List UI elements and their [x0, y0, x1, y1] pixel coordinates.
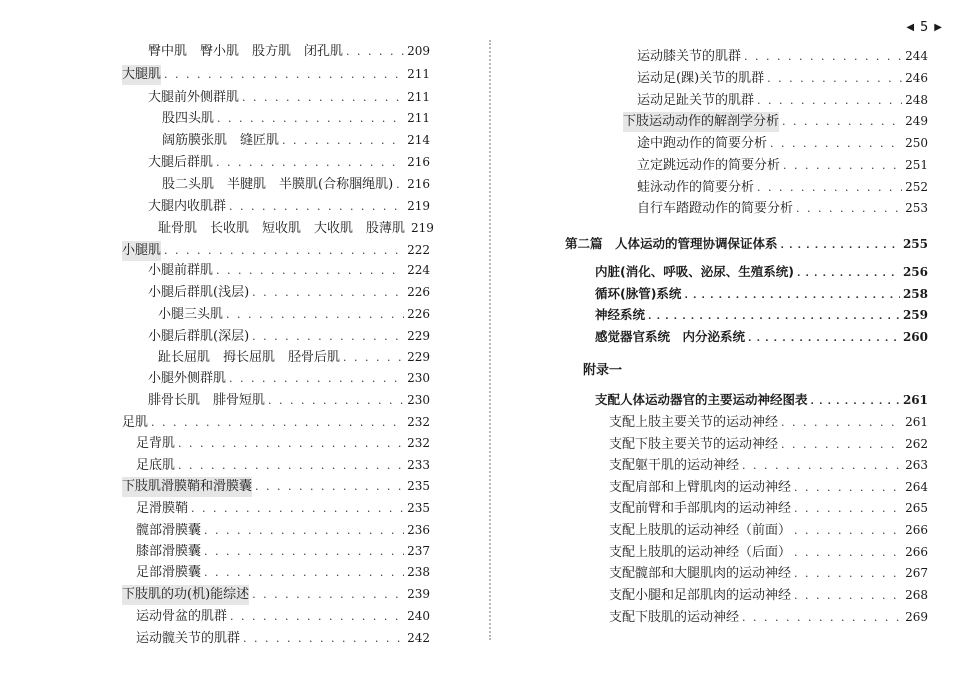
toc-entry-title: 运动足趾关节的肌群 — [637, 93, 755, 108]
toc-entry-title: 小腿肌 — [122, 241, 161, 261]
toc-entry-page: 261 — [905, 415, 928, 429]
toc-entry[interactable] — [637, 68, 928, 88]
dot-leader — [770, 134, 902, 154]
toc-entry[interactable] — [565, 234, 928, 254]
toc-entry-title: 运动膝关节的肌群 — [637, 49, 742, 64]
toc-entry-title: 支配肩部和上臂肌肉的运动神经 — [609, 480, 792, 495]
dot-leader — [748, 329, 900, 349]
toc-entry-title: 自行车踏蹬动作的简要分析 — [637, 201, 794, 216]
toc-entry-title: 耻骨肌 长收肌 短收肌 大收肌 股薄肌 — [158, 221, 406, 236]
dot-leader — [794, 564, 902, 584]
toc-entry-page: 267 — [905, 566, 928, 580]
toc-entry-title: 大腿后群肌 — [148, 155, 214, 170]
toc-entry[interactable] — [122, 240, 430, 260]
toc-entry[interactable] — [122, 64, 430, 84]
dot-leader — [204, 563, 404, 583]
toc-entry[interactable] — [122, 584, 430, 604]
dot-leader — [164, 241, 404, 261]
toc-entry-title: 支配前臂和手部肌肉的运动神经 — [609, 501, 792, 516]
toc-entry[interactable] — [637, 198, 928, 218]
toc-entry-page: 216 — [407, 177, 430, 191]
toc-entry-title: 第二篇 人体运动的管理协调保证体系 — [565, 236, 778, 251]
toc-entry-page: 269 — [905, 610, 928, 624]
dot-leader — [767, 69, 902, 89]
toc-entry-page: 219 — [407, 199, 430, 213]
dot-leader — [781, 435, 902, 455]
dot-leader — [811, 392, 900, 412]
dot-leader — [230, 607, 404, 627]
toc-entry[interactable] — [136, 498, 430, 518]
toc-entry-page: 219 — [411, 221, 434, 235]
toc-entry[interactable] — [609, 607, 928, 627]
toc-entry-page: 258 — [902, 287, 928, 301]
dot-leader — [794, 521, 902, 541]
toc-entry[interactable] — [136, 606, 430, 626]
dot-leader — [216, 261, 404, 281]
toc-entry-title: 支配下肢肌的运动神经 — [609, 610, 740, 625]
toc-entry[interactable] — [609, 455, 928, 475]
toc-entry[interactable] — [136, 562, 430, 582]
toc-entry-page: 233 — [407, 458, 430, 472]
toc-entry-page: 246 — [905, 71, 928, 85]
toc-entry-title: 腓骨长肌 腓骨短肌 — [148, 393, 266, 408]
toc-entry-title: 支配上肢主要关节的运动神经 — [609, 415, 779, 430]
toc-entry-page: 256 — [902, 265, 928, 279]
toc-entry[interactable] — [148, 282, 430, 302]
dot-leader — [191, 499, 404, 519]
toc-entry-title: 足滑膜鞘 — [136, 501, 189, 516]
toc-entry-title: 足底肌 — [136, 458, 176, 473]
toc-entry-page: 264 — [905, 480, 928, 494]
toc-entry[interactable] — [136, 520, 430, 540]
toc-entry[interactable] — [148, 196, 430, 216]
toc-entry[interactable] — [595, 284, 928, 304]
toc-entry-page: 242 — [407, 631, 430, 645]
toc-entry-page: 261 — [902, 393, 928, 407]
toc-entry-page: 226 — [407, 307, 430, 321]
toc-entry-page: 252 — [905, 180, 928, 194]
toc-entry[interactable] — [595, 390, 928, 410]
prev-page-icon[interactable]: ◀ — [906, 22, 915, 33]
toc-entry-page: 268 — [905, 588, 928, 602]
toc-entry-page: 262 — [905, 437, 928, 451]
toc-entry-page: 229 — [407, 329, 430, 343]
toc-entry-page: 235 — [407, 479, 430, 493]
toc-entry-title: 小腿前群肌 — [148, 263, 214, 278]
toc-entry-page: 249 — [905, 114, 928, 128]
toc-entry-page: 266 — [905, 545, 928, 559]
dot-leader — [744, 47, 902, 67]
dot-leader — [243, 629, 404, 649]
toc-entry-title: 运动足(踝)关节的肌群 — [637, 71, 765, 86]
toc-entry-page: 214 — [407, 133, 430, 147]
dot-leader — [794, 499, 902, 519]
toc-entry-title: 神经系统 — [595, 307, 646, 322]
dot-leader — [757, 91, 902, 111]
dot-leader — [396, 175, 404, 195]
dot-leader — [343, 348, 404, 368]
dot-leader — [242, 88, 404, 108]
toc-entry[interactable] — [136, 433, 430, 453]
dot-leader — [781, 413, 902, 433]
toc-entry[interactable] — [158, 218, 434, 238]
dot-leader — [757, 178, 902, 198]
toc-entry-page: 229 — [407, 350, 430, 364]
toc-entry-page: 236 — [407, 523, 430, 537]
dot-leader — [252, 585, 404, 605]
toc-entry-page: 211 — [407, 90, 430, 104]
toc-entry-title: 髋部滑膜囊 — [136, 523, 202, 538]
dot-leader — [282, 131, 404, 151]
toc-entry[interactable] — [162, 174, 430, 194]
toc-entry[interactable] — [148, 152, 430, 172]
toc-entry[interactable] — [136, 541, 430, 561]
dot-leader — [794, 586, 902, 606]
dot-leader — [229, 197, 404, 217]
toc-entry-page: 237 — [407, 544, 430, 558]
toc-entry[interactable] — [609, 498, 928, 518]
dot-leader — [252, 327, 404, 347]
dot-leader — [226, 305, 404, 325]
toc-entry-page: 209 — [407, 44, 430, 58]
dot-leader — [255, 477, 404, 497]
toc-entry[interactable] — [136, 628, 430, 648]
toc-entry-title: 足部滑膜囊 — [136, 565, 202, 580]
toc-entry-page: 250 — [905, 136, 928, 150]
toc-entry-page: 263 — [905, 458, 928, 472]
toc-entry-page: 239 — [407, 587, 430, 601]
toc-entry[interactable] — [623, 111, 928, 131]
toc-entry-title: 运动髋关节的肌群 — [136, 631, 241, 646]
toc-entry-title: 支配小腿和足部肌肉的运动神经 — [609, 588, 792, 603]
dot-leader — [797, 264, 900, 284]
toc-entry-page: 248 — [905, 93, 928, 107]
toc-entry[interactable] — [148, 390, 430, 410]
toc-entry-page: 232 — [407, 415, 430, 429]
toc-entry[interactable] — [637, 177, 928, 197]
toc-entry-page: 260 — [902, 330, 928, 344]
toc-entry-title: 大腿前外侧群肌 — [148, 90, 240, 105]
toc-entry[interactable] — [136, 455, 430, 475]
toc-entry[interactable] — [162, 130, 430, 150]
toc-entry-title: 运动骨盆的肌群 — [136, 609, 228, 624]
toc-entry[interactable] — [148, 87, 430, 107]
toc-entry[interactable] — [122, 476, 430, 496]
dot-leader — [178, 456, 404, 476]
dot-leader — [252, 283, 404, 303]
dot-leader — [164, 65, 404, 85]
toc-entry-page: 230 — [407, 371, 430, 385]
toc-entry-page: 238 — [407, 565, 430, 579]
toc-entry-title: 股二头肌 半腱肌 半膜肌(合称腘绳肌) — [162, 177, 394, 192]
toc-entry-title: 臀中肌 臀小肌 股方肌 闭孔肌 — [148, 44, 344, 59]
toc-entry-title: 下肢运动动作的解剖学分析 — [623, 112, 779, 132]
toc-entry-title: 支配上肢肌的运动神经（后面） — [609, 545, 792, 560]
toc-entry-title: 足肌 — [122, 415, 149, 430]
toc-entry[interactable] — [148, 41, 430, 61]
toc-entry[interactable] — [148, 326, 430, 346]
toc-entry-title: 下肢肌滑膜鞘和滑膜囊 — [122, 477, 252, 497]
toc-entry-page: 235 — [407, 501, 430, 515]
toc-entry-title: 支配髋部和大腿肌肉的运动神经 — [609, 566, 792, 581]
toc-entry-title: 内脏(消化、呼吸、泌尿、生殖系统) — [595, 264, 794, 279]
toc-entry[interactable] — [122, 412, 430, 432]
toc-entry-title: 大腿肌 — [122, 65, 161, 85]
toc-entry-page: 216 — [407, 155, 430, 169]
toc-entry-title: 支配上肢肌的运动神经（前面） — [609, 523, 792, 538]
toc-entry[interactable] — [609, 412, 928, 432]
toc-entry-title: 小腿后群肌(深层) — [148, 329, 250, 344]
toc-entry-page: 211 — [407, 111, 430, 125]
toc-entry-title: 阔筋膜张肌 缝匠肌 — [162, 133, 280, 148]
toc-entry-title: 支配人体运动器官的主要运动神经图表 — [595, 392, 808, 407]
toc-entry-title: 下肢肌的功(机)能综述 — [122, 585, 249, 605]
toc-entry[interactable] — [637, 90, 928, 110]
toc-entry-page: 251 — [905, 158, 928, 172]
toc-entry[interactable] — [609, 563, 928, 583]
dot-leader — [782, 112, 902, 132]
toc-entry[interactable] — [158, 347, 430, 367]
right-page — [490, 0, 980, 679]
appendix-heading: 附录一 — [583, 363, 623, 378]
toc-entry[interactable] — [158, 304, 430, 324]
toc-entry-title: 感觉器官系统 内分泌系统 — [595, 329, 746, 344]
toc-entry-page: 244 — [905, 49, 928, 63]
toc-entry[interactable] — [609, 585, 928, 605]
toc-entry-title: 膝部滑膜囊 — [136, 544, 202, 559]
toc-entry-page: 255 — [902, 237, 928, 251]
toc-entry-title: 小腿三头肌 — [158, 307, 224, 322]
dot-leader — [229, 369, 404, 389]
toc-entry-page: 265 — [905, 501, 928, 515]
toc-entry-page: 266 — [905, 523, 928, 537]
page-number: 5 — [920, 20, 929, 35]
toc-entry-page: 259 — [902, 308, 928, 322]
toc-entry-title: 足背肌 — [136, 436, 176, 451]
toc-entry-title: 趾长屈肌 拇长屈肌 胫骨后肌 — [158, 350, 341, 365]
toc-entry-page: 222 — [407, 243, 430, 257]
dot-leader — [216, 153, 404, 173]
toc-entry[interactable] — [637, 133, 928, 153]
toc-entry-page: 211 — [407, 67, 430, 81]
toc-entry-title: 循环(脉管)系统 — [595, 286, 682, 301]
toc-entry[interactable] — [609, 434, 928, 454]
dot-leader — [796, 199, 902, 219]
toc-entry[interactable] — [595, 262, 928, 282]
dot-leader — [781, 236, 900, 256]
next-page-icon[interactable]: ▶ — [934, 22, 942, 33]
dot-leader — [742, 456, 902, 476]
dot-leader — [178, 434, 404, 454]
toc-entry-page: 230 — [407, 393, 430, 407]
toc-entry-title: 支配下肢主要关节的运动神经 — [609, 437, 779, 452]
toc-entry-page: 224 — [407, 263, 430, 277]
toc-entry-title: 小腿后群肌(浅层) — [148, 285, 250, 300]
toc-entry-title: 蛙泳动作的简要分析 — [637, 180, 755, 195]
toc-entry[interactable] — [637, 155, 928, 175]
page-navigator — [906, 20, 942, 35]
toc-entry[interactable] — [148, 368, 430, 388]
toc-entry-title: 股四头肌 — [162, 111, 215, 126]
dot-leader — [268, 391, 404, 411]
toc-entry-title: 小腿外侧群肌 — [148, 371, 227, 386]
dot-leader — [794, 478, 902, 498]
dot-leader — [684, 286, 900, 306]
dot-leader — [783, 156, 902, 176]
toc-entry[interactable] — [609, 477, 928, 497]
toc-entry[interactable] — [595, 305, 928, 325]
toc-entry[interactable] — [595, 327, 928, 347]
toc-entry-title: 大腿内收肌群 — [148, 199, 227, 214]
toc-entry-page: 240 — [407, 609, 430, 623]
dot-leader — [217, 109, 404, 129]
toc-entry[interactable] — [162, 108, 430, 128]
toc-entry[interactable] — [609, 520, 928, 540]
dot-leader — [204, 521, 404, 541]
toc-entry-title: 立定跳远动作的简要分析 — [637, 158, 781, 173]
toc-entry[interactable] — [609, 542, 928, 562]
dot-leader — [204, 542, 404, 562]
dot-leader — [151, 413, 404, 433]
dot-leader — [794, 543, 902, 563]
toc-entry-title: 途中跑动作的简要分析 — [637, 136, 768, 151]
toc-entry-page: 232 — [407, 436, 430, 450]
toc-entry-page: 253 — [905, 201, 928, 215]
toc-entry-page: 226 — [407, 285, 430, 299]
toc-entry[interactable] — [637, 46, 928, 66]
toc-entry[interactable] — [148, 260, 430, 280]
dot-leader — [346, 42, 404, 62]
dot-leader — [648, 307, 900, 327]
toc-entry-title: 支配躯干肌的运动神经 — [609, 458, 740, 473]
dot-leader — [742, 608, 902, 628]
